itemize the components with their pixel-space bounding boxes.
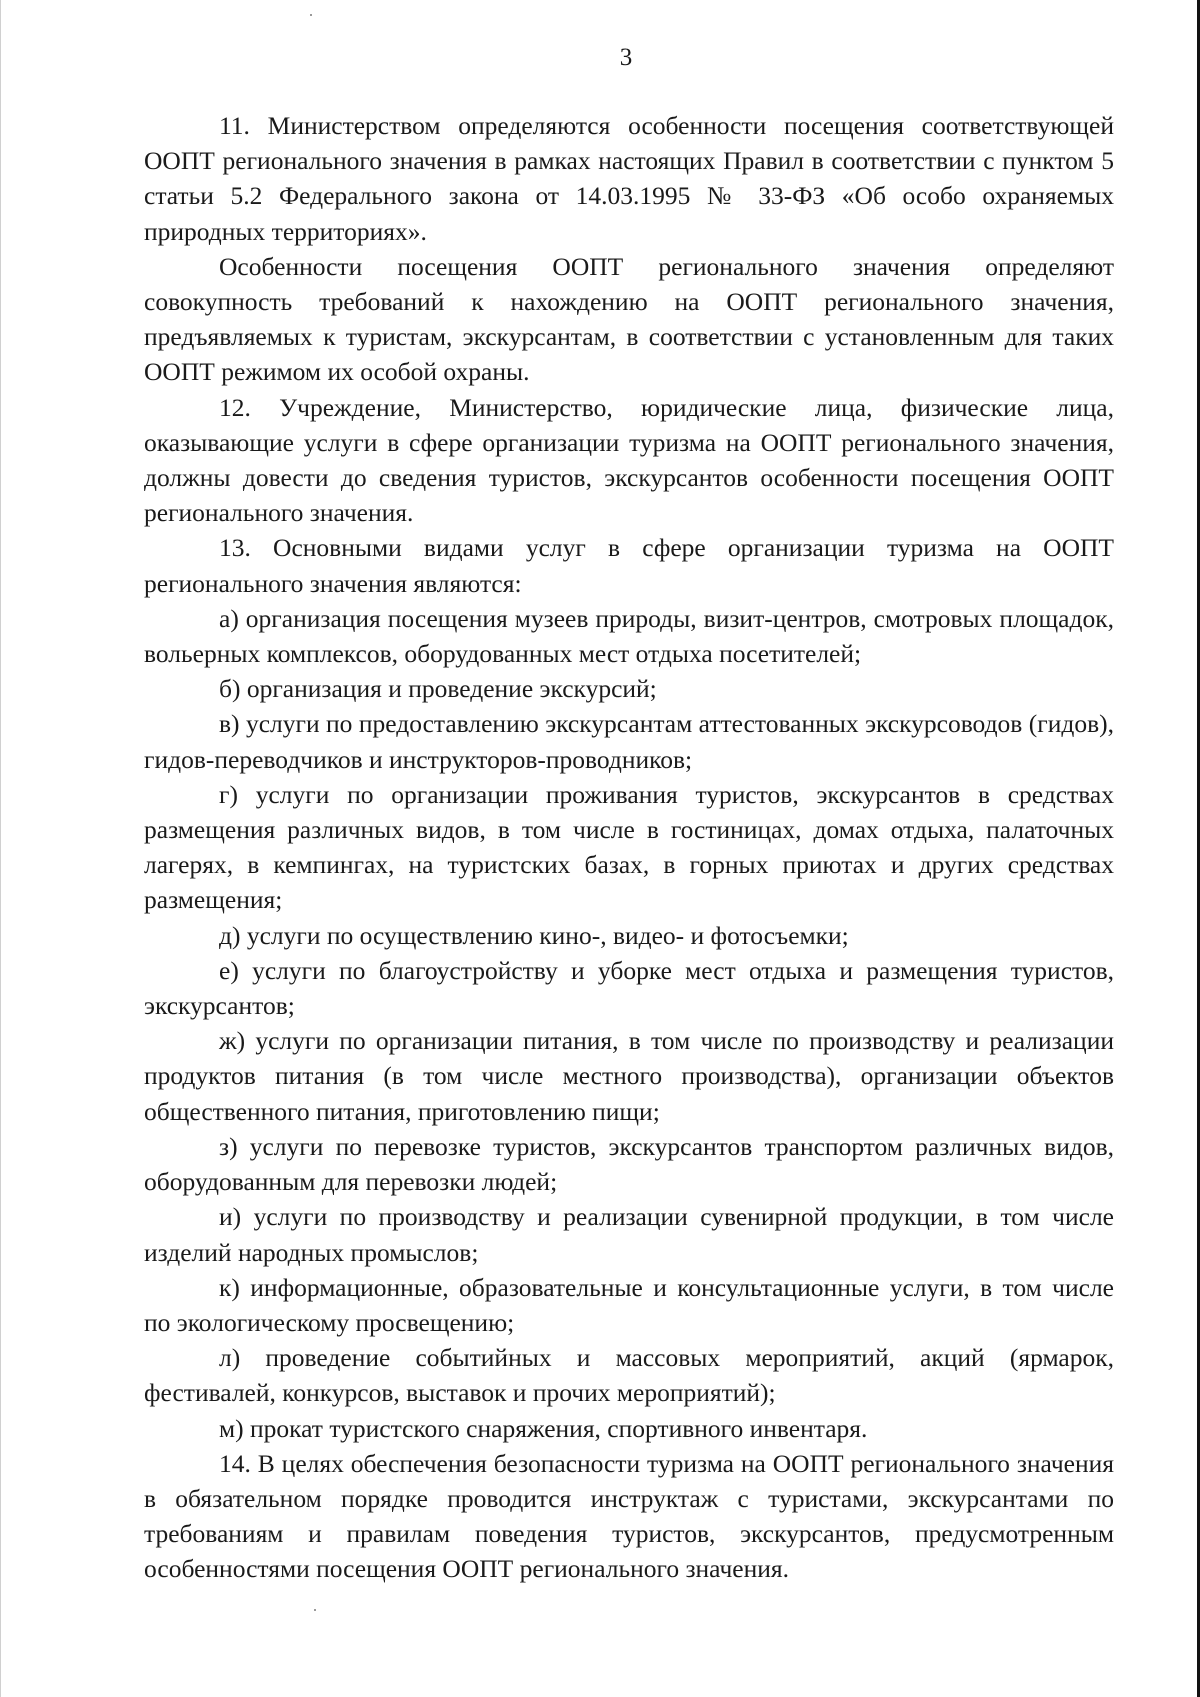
list-item-g: г) услуги по организации проживания туристов, экскурсантов в средствах размещения различных видов, в том числе в гостиницах, домах отдыха, палаточных лагерях, в кемпингах, на туристских базах, в горных приютах и других средствах размещения; <box>144 779 1114 915</box>
list-item-zh: ж) услуги по организации питания, в том числе по производству и реализации продуктов питания (в том числе местного производства), организации объектов общественного питания, приготовлению пищи; <box>144 1026 1114 1126</box>
list-item-i: и) услуги по производству и реализации сувенирной продукции, в том числе изделий народных промыслов; <box>144 1202 1114 1267</box>
list-item-d: д) услуги по осуществлению кино-, видео- и фотосъемки; <box>219 920 849 950</box>
list-item-b: б) организация и проведение экскурсий; <box>219 674 657 704</box>
paragraph-12: 12. Учреждение, Министерство, юридические лица, физические лица, оказывающие услуги в сфере организации туризма на ООПТ регионального значения, должны довести до сведения туристов, экскурсантов особенности посещения ООПТ регионального значения. <box>144 392 1114 528</box>
list-item-e: е) услуги по благоустройству и уборке мест отдыха и размещения туристов, экскурсантов; <box>144 955 1114 1021</box>
paragraph-13: 13. Основными видами услуг в сфере организации туризма на ООПТ регионального значения являются: <box>144 533 1114 598</box>
list-item-v: в) услуги по предоставлению экскурсантам аттестованных экскурсоводов (гидов), гидов-переводчиков и инструкторов-проводников; <box>144 709 1114 774</box>
page-number: 3 <box>619 44 633 71</box>
paragraph-11: 11. Министерством определяются особенности посещения соответствующей ООПТ регионального значения в рамках настоящих Правил в соответствии с пунктом 5 статьи 5.2 Федерального закона от 14.03.1995 № 33-ФЗ «Об особо охраняемых природных территориях». <box>144 111 1114 246</box>
list-item-k: к) информационные, образовательные и консультационные услуги, в том числе по экологическому просвещению; <box>144 1272 1114 1337</box>
list-item-l: л) проведение событийных и массовых мероприятий, акций (ярмарок, фестивалей, конкурсов, выставок и прочих мероприятий); <box>144 1343 1114 1408</box>
list-item-m: м) прокат туристского снаряжения, спортивного инвентаря. <box>219 1413 868 1443</box>
document-body <box>144 108 1114 1587</box>
list-item-a: а) организация посещения музеев природы, визит-центров, смотровых площадок, вольерных комплексов, оборудованных мест отдыха посетителей; <box>144 603 1114 669</box>
paragraph-14: 14. В целях обеспечения безопасности туризма на ООПТ регионального значения в обязательном порядке проводится инструктаж с туристами, экскурсантами по требованиям и правилам поведения туристов, экскурсантов, предусмотренным особенностями посещения ООПТ регионального значения. <box>144 1448 1114 1584</box>
scan-dot <box>310 14 312 16</box>
scan-dot <box>314 1609 316 1611</box>
paragraph-11-features: Особенности посещения ООПТ регионального значения определяют совокупность требований к нахождению на ООПТ регионального значения, предъявляемых к туристам, экскурсантам, в соответствии с установленным для таких ООПТ режимом их особой охраны. <box>144 251 1114 387</box>
list-item-z: з) услуги по перевозке туристов, экскурсантов транспортом различных видов, оборудованным для перевозки людей; <box>144 1131 1114 1197</box>
